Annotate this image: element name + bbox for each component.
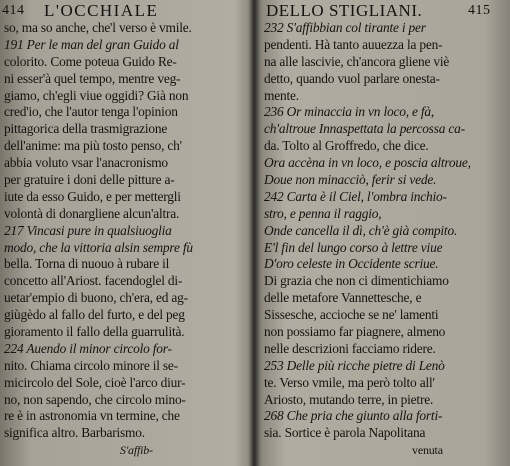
text-line: pittagorica della trasmigrazione xyxy=(4,121,168,137)
text-line: nito. Chiama circolo minore il se- xyxy=(4,357,178,373)
text-line: Ora accèna in vn loco, e poscia altroue, xyxy=(264,155,471,171)
text-line: uetar'empio di buono, ch'era, ed ag- xyxy=(4,290,188,306)
text-line: na alle lascivie, ch'ancora gliene viè xyxy=(264,53,450,69)
text-line: E'l fin del lungo corso à lettre viue xyxy=(264,239,443,255)
text-line: concetto all'Ariost. facendoglel di- xyxy=(4,273,183,289)
catchword: venuta xyxy=(412,443,443,458)
text-line: mente. xyxy=(264,87,299,103)
text-line: stro, e penna il raggio, xyxy=(264,205,382,221)
text-line: 217 Vincasi pure in qualsiuoglia xyxy=(4,222,172,238)
text-line: dell'anime: ma più tosto penso, ch' xyxy=(4,138,182,154)
text-line: per gratuire i doni delle pitture a- xyxy=(4,172,175,188)
text-line: 253 Delle più ricche pietre di Lenò xyxy=(264,357,445,373)
text-line: detto, quando vuol parlare onesta- xyxy=(264,70,440,86)
text-line: 232 S'affibbian col tirante i per xyxy=(264,20,426,35)
text-line: re è in astronomia vn termine, che xyxy=(4,408,180,424)
text-line: so, ma so anche, che'l verso è vmile. xyxy=(4,20,192,35)
text-line: bella. Torna di nuouo à rubare il xyxy=(4,256,170,272)
left-page xyxy=(0,0,252,466)
left-running-head: L'OCCHIALE xyxy=(44,1,159,20)
text-line: 224 Auendo il minor circolo for- xyxy=(4,340,172,356)
text-line: micircolo del Sole, cioè l'arco diur- xyxy=(4,374,186,390)
text-line: Sissesche, accioche se ne' lamenti xyxy=(264,307,439,323)
text-line: sia. Sortice è parola Napolitana xyxy=(264,425,426,441)
text-line: gioramento il fallo della guarrulità. xyxy=(4,324,185,340)
text-line: ni esser'à quel tempo, mentre veg- xyxy=(4,70,181,86)
text-line: giamo, ch'egli viue oggidi? Già non xyxy=(4,87,189,103)
text-line: non possiamo far piagnere, almeno xyxy=(264,324,446,340)
left-page-body xyxy=(4,20,193,459)
text-line: significa altro. Barbarismo. xyxy=(4,425,145,441)
text-line: D'oro celeste in Occidente scriue. xyxy=(264,256,439,272)
text-line: giùgèdo al fallo del furto, e del peg xyxy=(4,307,185,323)
text-line: Onde cancella il dì, ch'è già compito. xyxy=(264,222,458,238)
text-line: 191 Per le man del gran Guido al xyxy=(4,36,179,52)
text-line: cred'io, che l'autor tenga l'opinion xyxy=(4,104,178,120)
text-line: Di grazia che non ci dimentichiamo xyxy=(264,273,449,289)
text-line: nelle descrizioni facciamo ridere. xyxy=(264,340,436,356)
text-line: te. Verso vmile, ma però tolto all' xyxy=(264,374,435,390)
text-line: da. Tolto al Groffredo, che dice. xyxy=(264,138,429,154)
catchword: S'affib- xyxy=(119,443,153,458)
text-line: iute da esso Guido, e per mettergli xyxy=(4,188,181,204)
text-line: ch'altroue Innaspettata la percossa ca- xyxy=(264,121,465,137)
text-line: abbia voluto vsar l'anacronismo xyxy=(4,155,168,171)
text-line: delle metafore Vannettesche, e xyxy=(264,290,422,306)
text-line: volontà di donargliene alcun'altra. xyxy=(4,205,180,221)
text-line: no, non sapendo, che circolo mino- xyxy=(4,391,186,407)
right-page-body xyxy=(264,20,471,459)
text-line: colorito. Come poteua Guido Re- xyxy=(4,53,177,69)
text-line: 268 Che pria che giunto alla forti- xyxy=(264,408,443,424)
text-line: modo, che la vittoria alsin sempre fù xyxy=(4,239,193,255)
right-running-head: DELLO STIGLIANI. xyxy=(266,1,423,20)
right-page-number: 415 xyxy=(468,3,491,18)
text-line: Doue non minacciò, ferir si vede. xyxy=(264,172,437,188)
text-line: pendenti. Hà tanto auuezza la pen- xyxy=(264,36,443,52)
text-line: 236 Or minaccia in vn loco, e fà, xyxy=(264,104,435,120)
text-line: Ariosto, mutando terre, in pietre. xyxy=(264,391,434,407)
right-page xyxy=(258,0,510,466)
left-page-number: 414 xyxy=(2,3,25,18)
text-line: 242 Carta è il Ciel, l'ombra inchio- xyxy=(264,188,447,204)
